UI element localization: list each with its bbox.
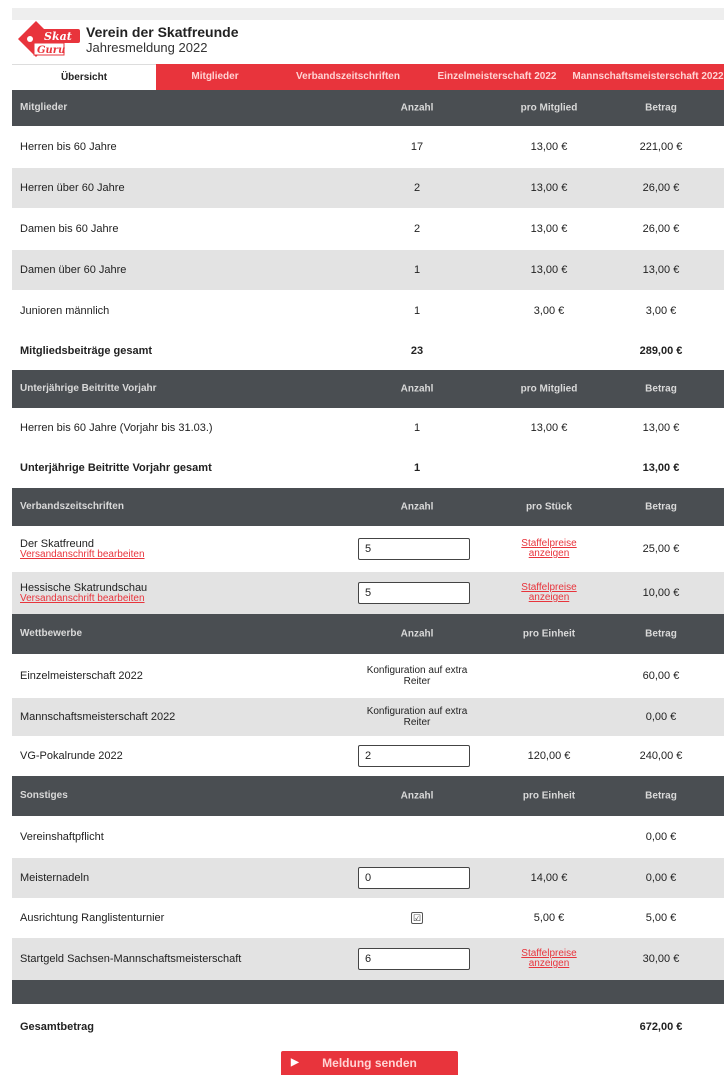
row-amount: 30,00 € (642, 953, 680, 965)
table-row (12, 408, 724, 448)
tab-mitglieder[interactable]: Mitglieder (191, 71, 239, 82)
table-row (12, 938, 724, 980)
col-unit: pro Stück (525, 501, 573, 513)
table-row (12, 736, 724, 776)
club-name: Verein der Skatfreunde (86, 24, 239, 40)
send-report-label: Meldung senden (322, 1056, 417, 1070)
col-label: Mitglieder (20, 102, 68, 113)
members-total-row (12, 332, 724, 370)
row-unit-price: 13,00 € (530, 141, 568, 153)
row-count: 1 (413, 422, 421, 434)
table-row (12, 168, 724, 208)
logo-text-skat: Skat (44, 30, 72, 43)
row-count: 23 (410, 345, 424, 357)
row-amount: 26,00 € (642, 182, 680, 194)
row-amount: 0,00 € (645, 872, 677, 884)
skat-guru-logo-icon (18, 21, 82, 57)
row-label: Vereinshaftpflicht (20, 831, 104, 843)
price-tiers-link-2[interactable]: anzeigen (528, 592, 570, 603)
section-header-prior-year (12, 370, 724, 408)
row-amount: 289,00 € (639, 345, 683, 357)
row-amount: 60,00 € (642, 670, 680, 682)
table-row (12, 126, 724, 168)
row-unit-price: 13,00 € (530, 182, 568, 194)
price-tiers-link-2[interactable]: anzeigen (528, 958, 570, 969)
row-label: Einzelmeisterschaft 2022 (20, 670, 143, 682)
row-amount: 240,00 € (639, 750, 683, 762)
config-note (342, 665, 492, 687)
col-unit: pro Mitglied (520, 102, 578, 114)
table-row (12, 654, 724, 698)
row-label: Unterjährige Beitritte Vorjahr gesamt (20, 462, 212, 474)
row-amount: 0,00 € (645, 831, 677, 843)
table-row (12, 698, 724, 736)
row-count: 1 (413, 305, 421, 317)
section-header-members (12, 90, 724, 126)
price-tiers-link[interactable]: Staffelpreise (521, 582, 577, 593)
col-count: Anzahl (400, 383, 434, 395)
table-row (12, 208, 724, 250)
col-count: Anzahl (400, 790, 434, 802)
row-label: Herren über 60 Jahre (20, 182, 125, 194)
config-note-line-1: Konfiguration auf extra (366, 706, 468, 717)
row-label: Ausrichtung Ranglistenturnier (20, 912, 165, 924)
quantity-input[interactable]: 2 (358, 745, 470, 767)
tab-mannschaftsmeisterschaft[interactable]: Mannschaftsmeisterschaft 2022 (572, 71, 724, 82)
prior-year-total-row (12, 448, 724, 488)
report-subtitle: Jahresmeldung 2022 (86, 40, 208, 55)
col-label: Wettbewerbe (20, 628, 83, 639)
row-amount: 25,00 € (642, 543, 680, 555)
send-report-button[interactable] (281, 1051, 458, 1075)
table-row (12, 858, 724, 898)
col-amount: Betrag (645, 383, 677, 395)
row-unit-price: 5,00 € (533, 912, 565, 924)
config-note-line-1: Konfiguration auf extra (366, 665, 468, 676)
grand-total-row (12, 1004, 724, 1050)
row-count: 1 (413, 264, 421, 276)
table-row (12, 526, 724, 572)
tab-bar (12, 64, 724, 90)
section-header-magazines (12, 488, 724, 526)
col-unit: pro Einheit (522, 628, 576, 640)
row-unit-price: 14,00 € (530, 872, 568, 884)
row-unit-price: 13,00 € (530, 223, 568, 235)
row-unit-price: 3,00 € (533, 305, 565, 317)
tab-verbandszeitschriften[interactable]: Verbandszeitschriften (296, 71, 400, 82)
row-unit-price: 13,00 € (530, 422, 568, 434)
row-label: Damen über 60 Jahre (20, 264, 127, 276)
table-row (12, 290, 724, 332)
table-row (12, 250, 724, 290)
tournament-checkbox[interactable]: ☑ (412, 913, 422, 923)
edit-address-link[interactable]: Versandanschrift bearbeiten (20, 549, 145, 560)
col-count: Anzahl (400, 628, 434, 640)
col-unit: pro Einheit (522, 790, 576, 802)
col-count: Anzahl (400, 501, 434, 513)
price-tiers-link[interactable]: Staffelpreise (521, 948, 577, 959)
row-amount: 13,00 € (642, 264, 680, 276)
row-amount: 5,00 € (645, 912, 677, 924)
col-amount: Betrag (645, 501, 677, 513)
row-count: 17 (410, 141, 424, 153)
row-count: 2 (413, 223, 421, 235)
row-label-block (20, 582, 350, 604)
row-label: Damen bis 60 Jahre (20, 223, 119, 235)
col-amount: Betrag (645, 628, 677, 640)
col-label: Verbandszeitschriften (20, 501, 124, 512)
row-label: Startgeld Sachsen-Mannschaftsmeisterschaft (20, 953, 242, 965)
quantity-input[interactable]: 5 (358, 582, 470, 604)
grand-total-label: Gesamtbetrag (20, 1021, 94, 1033)
config-note-line-2: Reiter (403, 717, 431, 728)
col-label: Unterjährige Beitritte Vorjahr (20, 383, 157, 394)
row-label: Junioren männlich (20, 305, 110, 317)
row-amount: 13,00 € (642, 462, 680, 474)
row-amount: 3,00 € (645, 305, 677, 317)
row-amount: 13,00 € (642, 422, 680, 434)
row-label-block (20, 538, 350, 560)
row-count: 2 (413, 182, 421, 194)
edit-address-link[interactable]: Versandanschrift bearbeiten (20, 593, 145, 604)
play-arrow-icon: ▶ (291, 1057, 299, 1068)
row-label: VG-Pokalrunde 2022 (20, 750, 123, 762)
col-unit: pro Mitglied (520, 383, 578, 395)
tab-uebersicht[interactable]: Übersicht (12, 64, 156, 90)
section-header-competitions (12, 614, 724, 654)
row-unit-price: 120,00 € (527, 750, 571, 762)
table-footer-bar (12, 980, 724, 1004)
row-label: Meisternadeln (20, 872, 90, 884)
row-unit-price: 13,00 € (530, 264, 568, 276)
table-row (12, 898, 724, 938)
config-note (342, 706, 492, 728)
price-tiers-block (492, 583, 606, 603)
price-tiers-block (492, 539, 606, 559)
checkbox-wrap (342, 912, 492, 924)
col-label: Sonstiges (20, 790, 68, 801)
table-row (12, 816, 724, 858)
row-label: Herren bis 60 Jahre (Vorjahr bis 31.03.) (20, 422, 213, 434)
price-tiers-link[interactable]: Staffelpreise (521, 538, 577, 549)
row-amount: 0,00 € (645, 711, 677, 723)
quantity-input[interactable]: 0 (358, 867, 470, 889)
config-note-line-2: Reiter (403, 676, 431, 687)
summary-table (12, 90, 724, 1050)
tab-einzelmeisterschaft[interactable]: Einzelmeisterschaft 2022 (437, 71, 557, 82)
quantity-input[interactable]: 5 (358, 538, 470, 560)
top-bar (12, 8, 724, 20)
table-row (12, 572, 724, 614)
row-amount: 221,00 € (639, 141, 683, 153)
row-amount: 26,00 € (642, 223, 680, 235)
row-label: Der Skatfreund (20, 538, 94, 550)
row-count: 1 (413, 462, 421, 474)
row-label: Herren bis 60 Jahre (20, 141, 117, 153)
col-count: Anzahl (400, 102, 434, 114)
price-tiers-block (492, 949, 606, 969)
row-amount: 10,00 € (642, 587, 680, 599)
row-label: Hessische Skatrundschau (20, 582, 148, 594)
logo-text-guru: Guru (37, 45, 66, 56)
grand-total-amount: 672,00 € (639, 1021, 683, 1033)
section-header-other (12, 776, 724, 816)
col-amount: Betrag (645, 790, 677, 802)
col-amount: Betrag (645, 102, 677, 114)
row-label: Mitgliedsbeiträge gesamt (20, 345, 153, 357)
row-label: Mannschaftsmeisterschaft 2022 (20, 711, 176, 723)
price-tiers-link-2[interactable]: anzeigen (528, 548, 570, 559)
quantity-input[interactable]: 6 (358, 948, 470, 970)
